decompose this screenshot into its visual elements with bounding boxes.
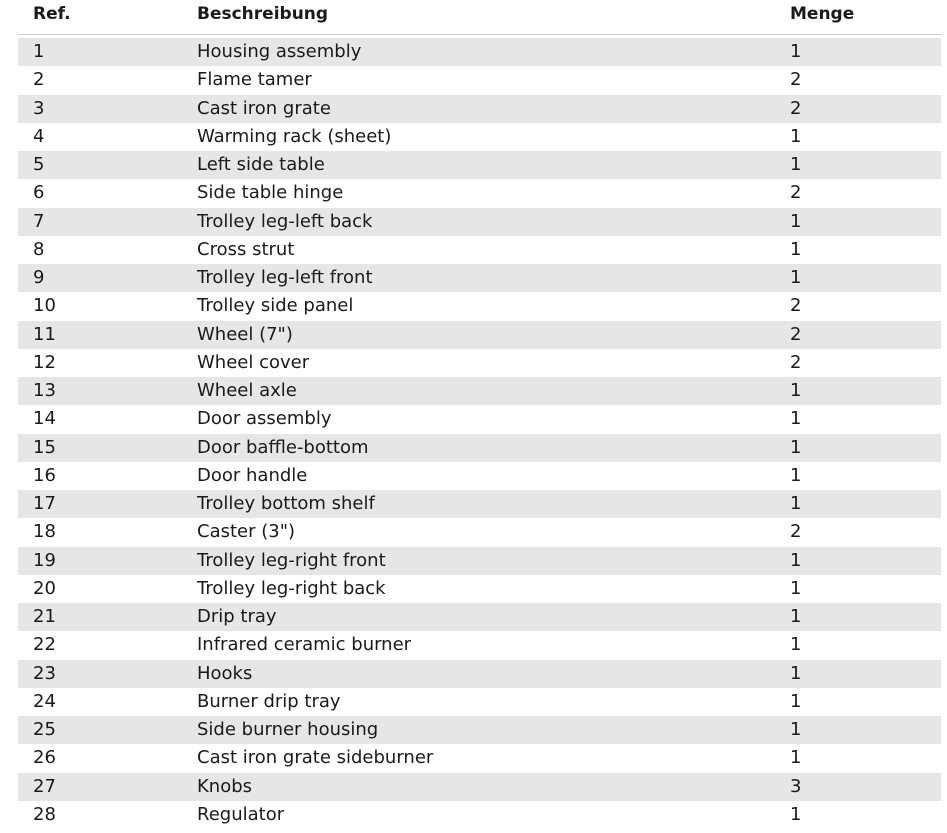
- row-ref: 5: [33, 154, 45, 176]
- table-row: [18, 236, 941, 264]
- row-description: Wheel (7"): [197, 323, 293, 345]
- table-row: [18, 38, 941, 66]
- row-quantity: 3: [790, 775, 802, 797]
- parts-table: [18, 0, 941, 829]
- table-row: [18, 66, 941, 94]
- header-quantity: Menge: [790, 4, 855, 24]
- row-description: Door assembly: [197, 408, 332, 430]
- row-quantity: 1: [790, 662, 802, 684]
- row-ref: 21: [33, 606, 56, 628]
- row-quantity: 1: [790, 210, 802, 232]
- row-description: Trolley leg-left back: [197, 210, 373, 232]
- row-ref: 6: [33, 182, 45, 204]
- row-ref: 18: [33, 521, 56, 543]
- row-description: Trolley side panel: [197, 295, 354, 317]
- row-ref: 12: [33, 351, 56, 373]
- row-quantity: 2: [790, 351, 802, 373]
- table-row: [18, 349, 941, 377]
- row-ref: 9: [33, 267, 45, 289]
- row-ref: 2: [33, 69, 45, 91]
- row-quantity: 1: [790, 436, 802, 458]
- table-row: [18, 518, 941, 546]
- row-ref: 16: [33, 464, 56, 486]
- table-row: [18, 123, 941, 151]
- row-quantity: 1: [790, 267, 802, 289]
- row-quantity: 1: [790, 238, 802, 260]
- row-quantity: 1: [790, 380, 802, 402]
- row-description: Left side table: [197, 154, 325, 176]
- table-row: [18, 575, 941, 603]
- row-ref: 8: [33, 238, 45, 260]
- row-ref: 3: [33, 97, 45, 119]
- row-quantity: 2: [790, 295, 802, 317]
- table-row: [18, 660, 941, 688]
- row-quantity: 1: [790, 549, 802, 571]
- row-quantity: 2: [790, 69, 802, 91]
- row-ref: 28: [33, 803, 56, 825]
- row-ref: 14: [33, 408, 56, 430]
- table-row: [18, 773, 941, 801]
- table-row: [18, 321, 941, 349]
- row-description: Cross strut: [197, 238, 295, 260]
- row-ref: 11: [33, 323, 56, 345]
- row-description: Regulator: [197, 803, 285, 825]
- table-row: [18, 151, 941, 179]
- row-quantity: 1: [790, 41, 802, 63]
- table-row: [18, 264, 941, 292]
- row-quantity: 1: [790, 690, 802, 712]
- table-row: [18, 603, 941, 631]
- row-description: Side burner housing: [197, 719, 379, 741]
- row-quantity: 2: [790, 182, 802, 204]
- row-description: Door handle: [197, 464, 308, 486]
- row-quantity: 2: [790, 97, 802, 119]
- row-description: Caster (3"): [197, 521, 296, 543]
- table-row: [18, 688, 941, 716]
- row-description: Infrared ceramic burner: [197, 634, 412, 656]
- row-ref: 17: [33, 493, 56, 515]
- row-quantity: 1: [790, 493, 802, 515]
- row-description: Cast iron grate sideburner: [197, 747, 434, 769]
- table-row: [18, 292, 941, 320]
- table-row: [18, 179, 941, 207]
- row-quantity: 1: [790, 408, 802, 430]
- header-description: Beschreibung: [197, 4, 329, 24]
- table-row: [18, 801, 941, 829]
- row-ref: 23: [33, 662, 56, 684]
- table-row: [18, 490, 941, 518]
- table-row: [18, 208, 941, 236]
- table-row: [18, 95, 941, 123]
- row-ref: 15: [33, 436, 56, 458]
- row-description: Burner drip tray: [197, 690, 341, 712]
- row-ref: 7: [33, 210, 45, 232]
- row-ref: 27: [33, 775, 56, 797]
- table-row: [18, 716, 941, 744]
- row-ref: 20: [33, 577, 56, 599]
- table-row: [18, 462, 941, 490]
- table-row: [18, 631, 941, 659]
- row-quantity: 1: [790, 606, 802, 628]
- table-body: [18, 38, 941, 829]
- row-quantity: 1: [790, 719, 802, 741]
- row-ref: 24: [33, 690, 56, 712]
- row-ref: 26: [33, 747, 56, 769]
- row-ref: 10: [33, 295, 56, 317]
- row-ref: 25: [33, 719, 56, 741]
- row-quantity: 1: [790, 747, 802, 769]
- row-quantity: 1: [790, 577, 802, 599]
- row-description: Wheel axle: [197, 380, 297, 402]
- row-description: Door baffle-bottom: [197, 436, 369, 458]
- header-ref: Ref.: [33, 4, 71, 24]
- row-description: Side table hinge: [197, 182, 344, 204]
- row-quantity: 2: [790, 323, 802, 345]
- row-ref: 19: [33, 549, 56, 571]
- row-quantity: 1: [790, 803, 802, 825]
- table-row: [18, 377, 941, 405]
- table-row: [18, 434, 941, 462]
- row-quantity: 1: [790, 154, 802, 176]
- row-quantity: 1: [790, 464, 802, 486]
- row-description: Hooks: [197, 662, 253, 684]
- row-description: Trolley leg-right front: [197, 549, 386, 571]
- row-description: Flame tamer: [197, 69, 312, 91]
- row-quantity: 2: [790, 521, 802, 543]
- row-description: Cast iron grate: [197, 97, 331, 119]
- table-row: [18, 405, 941, 433]
- row-description: Trolley bottom shelf: [197, 493, 375, 515]
- row-description: Knobs: [197, 775, 253, 797]
- table-row: [18, 744, 941, 772]
- table-header: [18, 0, 941, 35]
- row-ref: 4: [33, 125, 45, 147]
- row-description: Wheel cover: [197, 351, 310, 373]
- row-description: Warming rack (sheet): [197, 125, 392, 147]
- row-description: Drip tray: [197, 606, 277, 628]
- table-row: [18, 547, 941, 575]
- row-description: Trolley leg-left front: [197, 267, 373, 289]
- row-ref: 13: [33, 380, 56, 402]
- row-description: Trolley leg-right back: [197, 577, 386, 599]
- row-ref: 22: [33, 634, 56, 656]
- row-quantity: 1: [790, 634, 802, 656]
- row-quantity: 1: [790, 125, 802, 147]
- row-ref: 1: [33, 41, 45, 63]
- row-description: Housing assembly: [197, 41, 362, 63]
